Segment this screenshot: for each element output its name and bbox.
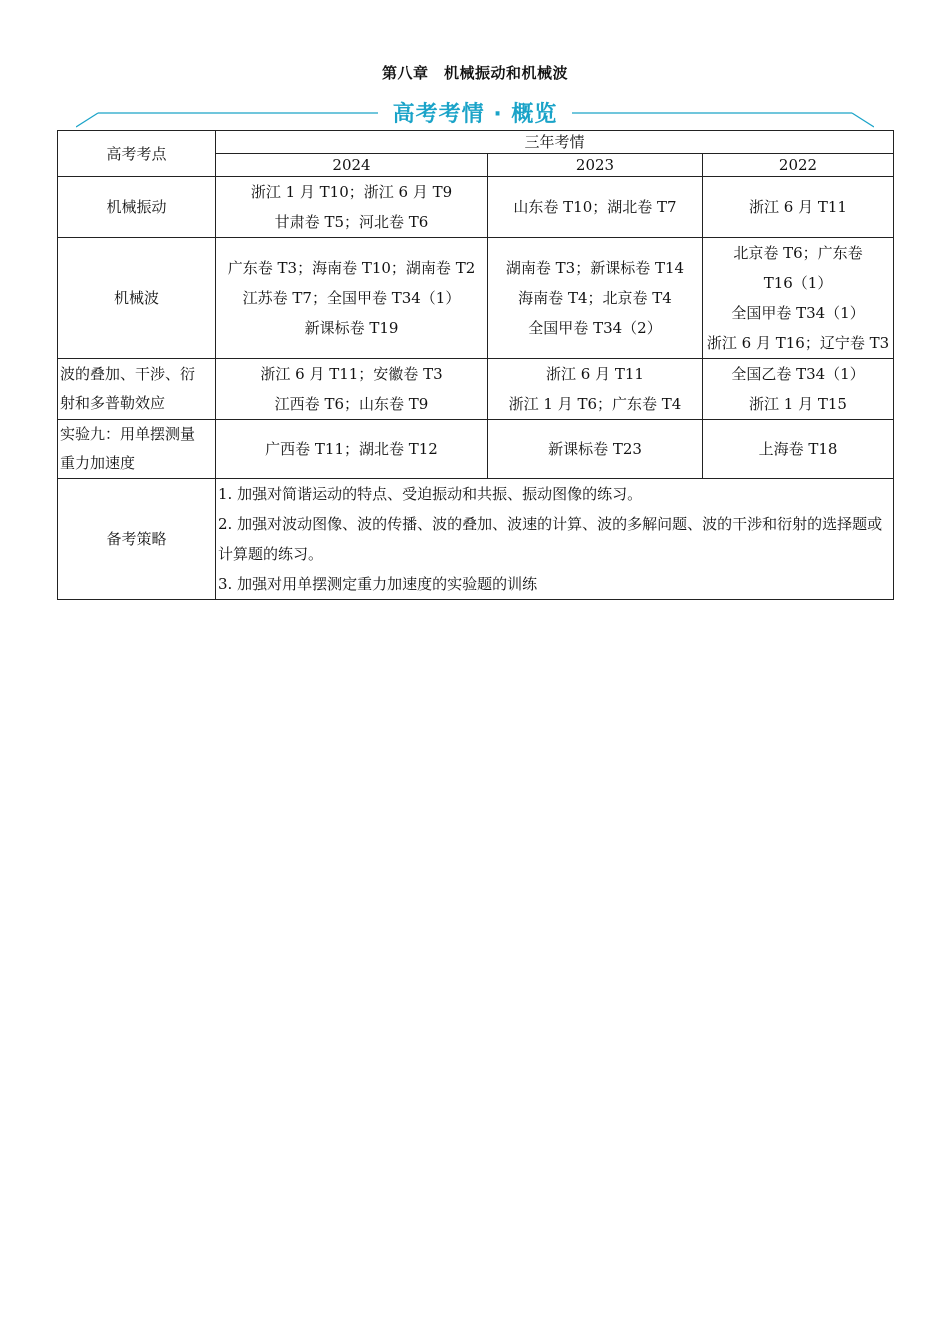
header-row-top [58, 131, 894, 154]
strategy-label-cell: 备考策略 [58, 479, 216, 600]
strategy-item: 3. 加强对用单摆测定重力加速度的实验题的训练 [218, 575, 538, 593]
cell-line: 浙江 1 月 T10；浙江 6 月 T9 [250, 183, 453, 201]
cell-2022 [703, 420, 894, 479]
topic-line: 波的叠加、干涉、衍 [60, 365, 196, 383]
cell-line: 浙江 6 月 T11 [749, 198, 847, 216]
strategy-row [58, 479, 894, 600]
strategy-item: 1. 加强对简谐运动的特点、受迫振动和共振、振动图像的练习。 [218, 485, 643, 503]
cell-line: 海南卷 T4；北京卷 T4 [518, 289, 672, 307]
cell-2023 [488, 359, 703, 420]
cell-line: 江苏卷 T7；全国甲卷 T34（1） [242, 289, 461, 307]
cell-line: 山东卷 T10；湖北卷 T7 [513, 198, 677, 216]
cell-2022 [703, 238, 894, 359]
cell-2024 [216, 238, 488, 359]
header-topic-cell: 高考考点 [58, 131, 216, 177]
cell-line: 浙江 1 月 T15 [749, 395, 847, 413]
cell-line: 全国甲卷 T34（2） [528, 319, 662, 337]
cell-2022 [703, 359, 894, 420]
exam-overview-table [57, 130, 894, 600]
banner-title: 高考考情 · 概览 [392, 102, 558, 127]
cell-line: 广西卷 T11；湖北卷 T12 [265, 440, 438, 458]
header-year-2022: 2022 [703, 154, 894, 177]
strategy-item: 2. 加强对波动图像、波的传播、波的叠加、波速的计算、波的多解问题、波的干涉和衍射的选择题或计算题的练习。 [218, 515, 883, 563]
table-row [58, 420, 894, 479]
topic-cell [58, 420, 216, 479]
topic-cell: 机械振动 [58, 177, 216, 238]
cell-2024 [216, 420, 488, 479]
cell-line: 浙江 1 月 T6；广东卷 T4 [508, 395, 682, 413]
strategy-content-cell [216, 479, 894, 600]
topic-line: 实验九：用单摆测量 [60, 425, 196, 443]
cell-line: 广东卷 T3；海南卷 T10；湖南卷 T2 [227, 259, 476, 277]
cell-line: 湖南卷 T3；新课标卷 T14 [505, 259, 685, 277]
cell-line: 新课标卷 T23 [548, 440, 642, 458]
table-row [58, 238, 894, 359]
topic-cell: 机械波 [58, 238, 216, 359]
header-year-2024: 2024 [216, 154, 488, 177]
topic-cell [58, 359, 216, 420]
cell-line: 浙江 6 月 T11；安徽卷 T3 [260, 365, 443, 383]
cell-line: 北京卷 T6；广东卷 [733, 244, 863, 262]
table-row [58, 177, 894, 238]
cell-2024 [216, 177, 488, 238]
cell-2023 [488, 177, 703, 238]
table-row [58, 359, 894, 420]
cell-line: 新课标卷 T19 [304, 319, 399, 337]
cell-2023 [488, 238, 703, 359]
section-banner [76, 96, 874, 130]
cell-2022 [703, 177, 894, 238]
chapter-title: 第八章 机械振动和机械波 [381, 64, 568, 82]
cell-2023 [488, 420, 703, 479]
header-group-cell: 三年考情 [216, 131, 894, 154]
cell-line: T16（1） [763, 274, 833, 292]
cell-2024 [216, 359, 488, 420]
cell-line: 浙江 6 月 T11 [546, 365, 644, 383]
cell-line: 上海卷 T18 [758, 440, 838, 458]
cell-line: 全国甲卷 T34（1） [731, 304, 865, 322]
cell-line: 甘肃卷 T5；河北卷 T6 [274, 213, 429, 231]
cell-line: 全国乙卷 T34（1） [731, 365, 865, 383]
topic-line: 射和多普勒效应 [60, 394, 166, 412]
topic-line: 重力加速度 [60, 454, 136, 472]
cell-line: 江西卷 T6；山东卷 T9 [274, 395, 429, 413]
cell-line: 浙江 6 月 T16；辽宁卷 T3 [706, 334, 890, 352]
header-year-2023: 2023 [488, 154, 703, 177]
